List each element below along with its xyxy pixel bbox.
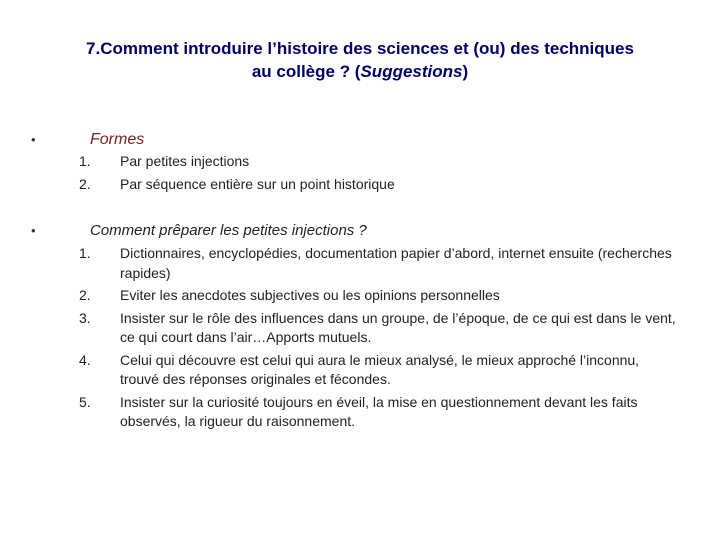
list-item [70, 286, 680, 306]
list-item-number: 5. [79, 393, 91, 410]
list-item [70, 244, 680, 283]
title-emphasis: Suggestions [360, 62, 463, 81]
list-item-text: Eviter les anecdotes subjectives ou les opinions personnelles [120, 287, 500, 303]
list-item-text: Insister sur la curiosité toujours en éveil, la mise en questionnement devant les faits observés, la rigueur du raisonnement. [120, 393, 638, 429]
list-item [70, 351, 680, 390]
list-item-text: Celui qui découvre est celui qui aura le mieux analysé, le mieux approché l’inconnu, trouvé des réponses originales et fécondes. [120, 351, 640, 387]
slide-title [40, 37, 680, 83]
list-item-text: Insister sur le rôle des influences dans un groupe, de l’époque, de ce qui est dans le vent, ce qui court dans l’air…Apports mutuels. [120, 309, 676, 345]
title-line-2-prefix: au collège ? ( [251, 62, 361, 81]
list-item-number: 3. [79, 309, 91, 326]
list-item [70, 393, 680, 432]
list-item-text: Par séquence entière sur un point historique [120, 175, 395, 192]
title-line-2-suffix: ) [462, 62, 469, 81]
section-heading-formes: Formes [90, 131, 145, 148]
formes-list [70, 152, 680, 197]
title-line-2 [40, 60, 680, 83]
bullet-formes: • [31, 132, 36, 147]
list-item [70, 309, 680, 348]
list-item-number: 2. [79, 287, 91, 303]
list-item-text: Dictionnaires, encyclopédies, documentation papier d’abord, internet ensuite (recherches rapides) [120, 245, 672, 281]
bullet-injections: • [31, 223, 36, 238]
injections-list [70, 244, 680, 435]
list-item-number: 1. [79, 153, 91, 169]
list-item-number: 1. [79, 245, 91, 261]
list-item-number: 4. [79, 351, 91, 368]
list-item [70, 175, 680, 195]
title-line-1: 7.Comment introduire l’histoire des sciences et (ou) des techniques [86, 39, 634, 58]
list-item-number: 2. [79, 175, 91, 192]
list-item [70, 152, 680, 172]
list-item-text: Par petites injections [120, 153, 250, 169]
section-heading-injections: Comment prêparer les petites injections ? [90, 222, 367, 239]
